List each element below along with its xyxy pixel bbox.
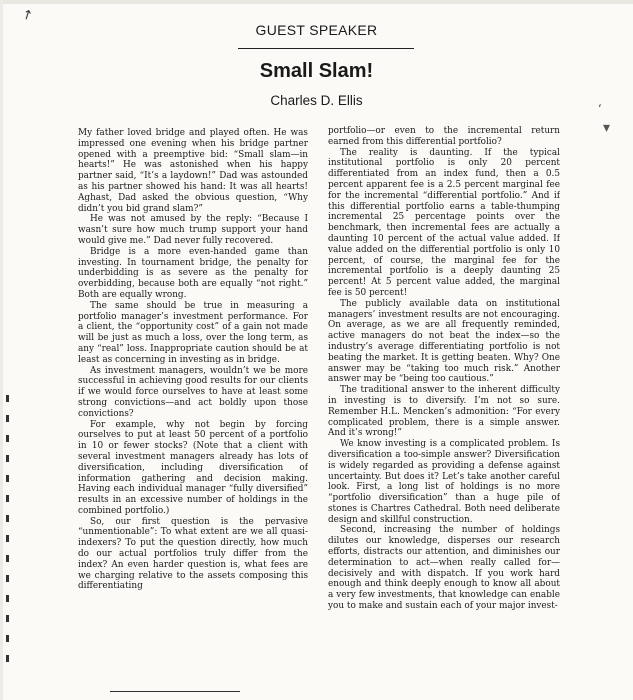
footer-rule: [110, 691, 240, 692]
paragraph: He was not amused by the reply: “Because I wasn’t sure how much trump support your hand would give me.” Dad never fully recovered.: [78, 214, 308, 246]
paragraph: We know investing is a complicated problem. Is diversification a too-simple answer? Diversification is widely regarded as providing a defense against uncertainty. But does it? Let’s take another careful look. First, a long list of holdings is no more “portfolio diversification” than a huge pile of stones is Chartres Cathedral. Both need deliberate design and skillful construction.: [328, 439, 560, 525]
paragraph: The same should be true in measuring a portfolio manager’s investment performance. For a client, the “opportunity cost” of a gain not made will be just as much a loss, over the long term, as any “real” loss. Inappropriate caution should be at least as concerning in investing as in bridge.: [78, 300, 308, 365]
margin-mark-icon: ‘: [598, 102, 602, 116]
article-author: Charles D. Ellis: [270, 93, 363, 108]
paragraph: My father loved bridge and played often. He was impressed one evening when his bridge partner opened with a preemptive bid: “Small slam—in hearts!” He was astonished when his happy partner said, “It’s a laydown!” Dad was astounded as his partner showed his hand: It was all hearts! Aghast, Dad asked the obvious question, “Why didn’t you bid grand slam?”: [78, 128, 308, 214]
paragraph: So, our first question is the pervasive “unmentionable”: To what extent are we all quasi-indexers? To put the question directly, how much do our actual portfolios truly differ from the index? An even harder question is, what fees are we charging relative to the assets composing this differentiating: [78, 516, 308, 592]
left-column: [78, 128, 308, 690]
right-column: [328, 126, 560, 688]
paragraph: The reality is daunting. If the typical institutional portfolio is only 20 percent differentiated from an index fund, then a 0.5 percent apparent fee is a 2.5 percent marginal fee for the incremental “differential portfolio.” And if this differential portfolio earns a table-thumping incremental 25 percentage points over the benchmark, then incremental fees are actually a daunting 10 percent of the actual value added. If value added on the differential portfolio is only 10 percent, of course, the marginal fee for the incremental portfolio is a deeply daunting 25 percent! At 5 percent value added, the marginal fee is 50 percent!: [328, 147, 560, 298]
paragraph: As investment managers, wouldn’t we be more successful in achieving good results for our clients if we would force ourselves to have at least some strong convictions—and act boldly upon those convictions?: [78, 365, 308, 419]
section-label: GUEST SPEAKER: [255, 22, 378, 38]
paragraph: Second, increasing the number of holdings dilutes our knowledge, disperses our research efforts, distracts our attention, and diminishes our determination to act—when really called for—decisively and with dispatch. If you work hard enough and think deeply enough to know all about a very few investments, that knowledge can enable you to make and sustain each of your major invest-: [328, 525, 560, 612]
header-rule: [238, 48, 414, 49]
paragraph: Bridge is a more even-handed game than investing. In tournament bridge, the penalty for underbidding is as severe as the penalty for overbidding, because both are equally “not right.” Both are equally wrong.: [78, 246, 308, 300]
binding-marks: [6, 395, 10, 695]
paragraph: The traditional answer to the inherent difficulty in investing is to diversify. I’m not so sure. Remember H.L. Mencken’s admonition: “For every complicated problem, there is a simple answer. And it’s wrong!”: [328, 385, 560, 439]
article-title: Small Slam!: [259, 60, 374, 82]
pen-mark-icon: ↗: [19, 6, 36, 25]
paragraph: For example, why not begin by forcing ourselves to put at least 50 percent of a portfolio in 10 or fewer stocks? (Note that a client with several investment managers already has lots of diversification, including diversification of information gathering and decision making. Having each individual manager “fully diversified” results in an excessive number of holdings in the combined portfolio.): [78, 419, 308, 516]
scan-edge-top: [0, 0, 633, 4]
paragraph: portfolio—or even to the incremental return earned from this differential portfolio?: [328, 126, 560, 147]
paragraph: The publicly available data on institutional managers’ investment results are not encouraging. On average, as we are all frequently reminded, active managers do not beat the index—so the industry’s average differentiating portfolio is not beating the market. It is getting beaten. Why? One answer may be “taking too much risk.” Another answer may be “being too cautious.”: [328, 298, 560, 385]
margin-mark-icon: ▾: [603, 120, 611, 136]
